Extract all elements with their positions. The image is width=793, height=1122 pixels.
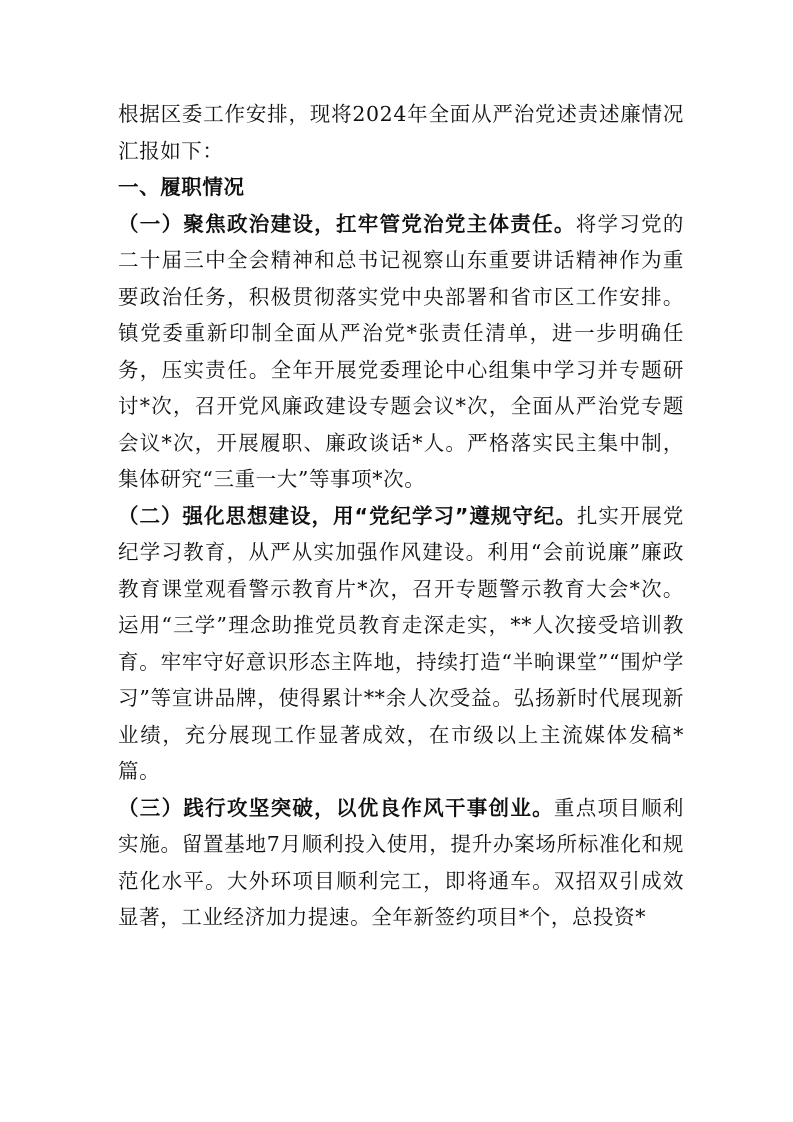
paragraph-1-body: 将学习党的二十届三中全会精神和总书记视察山东重要讲话精神作为重要政治任务，积极贯彻落实党中央部署和省市区工作安排。镇党委重新印制全面从严治党*张责任清单，进一步明确任务，压实责任。全年开展党委理论中心组集中学习并专题研讨*次，召开党风廉政建设专题会议*次，全面从严治党专题会议*次，开展履职、廉政谈话*人。严格落实民主集中制，集体研究“三重一大”等事项*次。 bbox=[118, 211, 685, 491]
paragraph-3 bbox=[118, 790, 684, 936]
section-heading: 一、履职情况 bbox=[118, 175, 245, 199]
paragraph-3-lead: （三）践行攻坚突破，以优良作风干事创业。 bbox=[118, 795, 554, 820]
paragraph-1-lead: （一）聚焦政治建设，扛牢管党治党主体责任。 bbox=[118, 211, 576, 236]
paragraph-2-body: 扎实开展党纪学习教育，从严从实加强作风建设。利用“会前说廉”廉政教育课堂观看警示教育片*次，召开专题警示教育大会*次。运用“三学”理念助推党员教育走深走实，**人次接受培训教育。牢牢守好意识形态主阵地，持续打造“半晌课堂”“围炉学习”等宣讲品牌，使得累计**余人次受益。弘扬新时代展现新业绩，充分展现工作显著成效，在市级以上主流媒体发稿*篇。 bbox=[118, 503, 684, 783]
paragraph-2-lead: （二）强化思想建设，用“党纪学习”遵规守纪。 bbox=[118, 503, 577, 528]
paragraph-2 bbox=[118, 498, 684, 790]
intro-paragraph: 根据区委工作安排，现将2024年全面从严治党述责述廉情况汇报如下： bbox=[118, 102, 684, 163]
paragraph-3-body: 重点项目顺利实施。留置基地7月顺利投入使用，提升办案场所标准化和规范化水平。大外环项目顺利完工，即将通车。双招双引成效显著，工业经济加力提速。全年新签约项目*个，总投资* bbox=[118, 795, 684, 929]
paragraph-1 bbox=[118, 206, 684, 498]
document-page bbox=[118, 96, 684, 936]
